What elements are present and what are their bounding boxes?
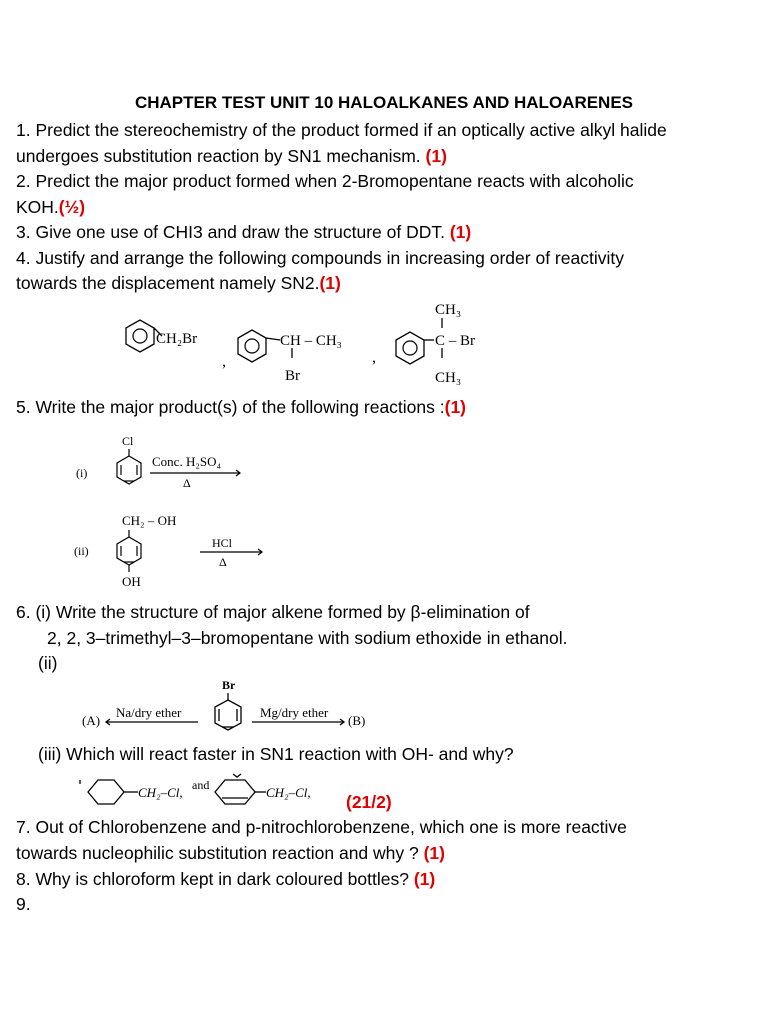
question-6-marks: (21/2)	[346, 792, 392, 812]
question-6-line-1: 6. (i) Write the structure of major alkene formed by β-elimination of	[16, 602, 530, 622]
question-1-line-2	[16, 145, 447, 167]
q5-ii-bottom: OH	[122, 574, 141, 589]
question-7-text: towards nucleophilic substitution reaction and why ?	[16, 843, 424, 863]
question-8	[16, 868, 435, 890]
question-3	[16, 221, 471, 243]
question-7-line-2	[16, 842, 445, 864]
q5-i-substituent: Cl	[122, 434, 134, 448]
page-title: CHAPTER TEST UNIT 10 HALOALKANES AND HALOARENES	[134, 93, 634, 112]
q5-ii-top: CH₂ – OH	[122, 513, 177, 528]
q6-iii-substrate-1: CH₂–Cl,	[138, 785, 183, 800]
q5-i-condition: Δ	[183, 476, 191, 490]
question-6-line-2: 2, 2, 3–trimethyl–3–bromopentane with sodium ethoxide in ethanol.	[47, 628, 568, 648]
q4-comma-2: ,	[372, 349, 376, 366]
question-4-line-1: 4. Justify and arrange the following compounds in increasing order of reactivity	[16, 248, 624, 268]
question-6-iii: (iii) Which will react faster in SN1 reaction with OH- and why?	[38, 744, 514, 764]
q5-ii-condition: Δ	[219, 555, 227, 569]
q4-structures	[0, 290, 768, 390]
question-8-marks: (1)	[413, 869, 436, 889]
question-5-marks: (1)	[444, 397, 467, 417]
q6-ii-product-b: (B)	[348, 713, 366, 728]
question-5	[16, 396, 466, 418]
question-9: 9.	[16, 894, 31, 914]
q4-s2-substituent: CH – CH₃	[280, 333, 342, 349]
question-5-text: 5. Write the major product(s) of the following reactions :	[16, 397, 445, 417]
q5-ii-label: (ii)	[74, 544, 89, 558]
hydroxybenzyl-alcohol-structure	[117, 530, 262, 572]
question-1-marks: (1)	[425, 146, 447, 166]
question-1-line-1: 1. Predict the stereochemistry of the product formed if an optically active alkyl halide	[16, 120, 667, 140]
question-2-text: KOH.	[16, 197, 59, 217]
q6-ii-right-reagent: Mg/dry ether	[260, 705, 329, 720]
q6-ii-product-a: (A)	[82, 713, 101, 728]
question-4-text: towards the displacement namely SN2.	[16, 273, 320, 293]
question-6-ii-label: (ii)	[38, 653, 58, 673]
question-1-text: undergoes substitution reaction by SN1 mechanism.	[16, 146, 426, 166]
question-2-line-2	[16, 196, 85, 218]
question-2-line-1: 2. Predict the major product formed when 2-Bromopentane reacts with alcoholic	[16, 171, 634, 191]
question-3-marks: (1)	[449, 222, 472, 242]
q4-s1-substituent: CH₂Br	[156, 331, 198, 347]
q4-s3-top: CH₃	[435, 302, 462, 318]
q5-i-label: (i)	[76, 466, 88, 480]
q6-iii-substrate-2: CH₂–Cl,	[266, 785, 311, 800]
q6-ii-left-reagent: Na/dry ether	[116, 705, 182, 720]
question-4-marks: (1)	[319, 273, 341, 293]
q4-comma-1: ,	[222, 353, 226, 370]
question-3-text: 3. Give one use of CHI3 and draw the structure of DDT.	[16, 222, 450, 242]
q5-reactions	[0, 425, 768, 595]
question-8-text: 8. Why is chloroform kept in dark coloured bottles?	[16, 869, 414, 889]
q6-iii-and: and	[192, 778, 210, 792]
question-7-marks: (1)	[423, 843, 445, 863]
q5-i-reagent: Conc. H₂SO₄	[152, 454, 222, 469]
question-2-marks: (½)	[58, 197, 86, 217]
q5-ii-reagent: HCl	[212, 536, 233, 550]
q4-s3-bottom: CH₃	[435, 370, 462, 386]
question-7-line-1: 7. Out of Chlorobenzene and p-nitrochlorobenzene, which one is more reactive	[16, 817, 627, 837]
q4-s3-middle: C – Br	[435, 333, 476, 349]
q6-ii-reaction	[0, 672, 768, 738]
q4-s2-bromine: Br	[285, 368, 300, 384]
q6-ii-bromine: Br	[222, 678, 236, 692]
